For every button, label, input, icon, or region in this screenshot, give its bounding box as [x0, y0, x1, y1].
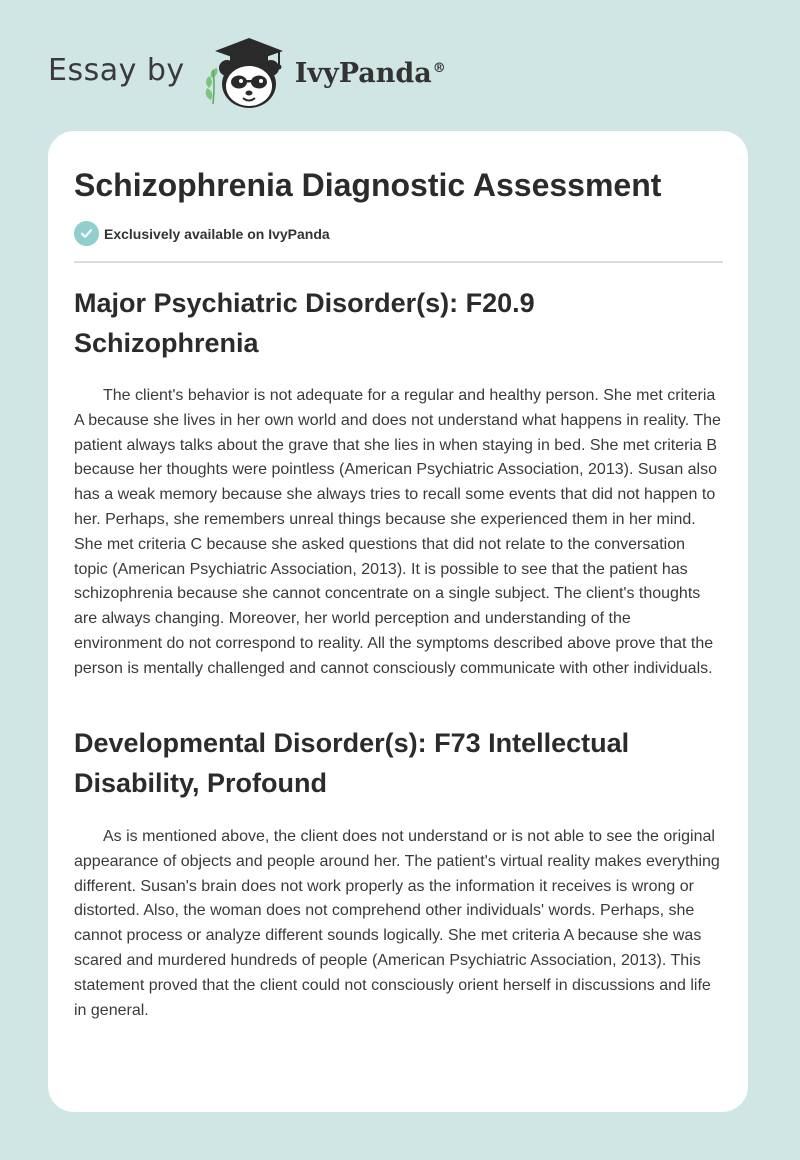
panda-logo-icon — [199, 34, 291, 110]
section-paragraph: As is mentioned above, the client does not understand or is not able to see the original appearance of objects and people around her. The patient's virtual reality makes everything different. Susan's brain does not work properly as the information it receives is wrong or distorted. Also, the woman does not comprehend other individuals' words. Perhaps, she cannot process or analyze different sounds logically. She met criteria A because she was scared and murdered hundreds of people (American Psychiatric Association, 2013). This statement proved that the client could not consciously orient herself in discussions and life in general. — [74, 828, 720, 1019]
ivypanda-wordmark — [295, 58, 446, 89]
section-paragraph: The client's behavior is not adequate for a regular and healthy person. She met criteria A because she lives in her own world and does not understand what happens in reality. The patient always talks about the grave that she lies in when staying in bed. She met criteria B because her thoughts were pointless (American Psychiatric Association, 2013). Susan also has a weak memory because she always tries to recall some events that did not happen to her. Perhaps, she remembers unreal things because she experienced them in her mind. She met criteria C because she asked questions that did not relate to the conversation topic (American Psychiatric Association, 2013). It is possible to see that the patient has schizophrenia because she cannot concentrate on a single subject. The client's thoughts are always changing. Moreover, her world perception and understanding of the environment do not correspond to reality. All the symptoms described above prove that the person is mentally challenged and cannot consciously communicate with other individuals. — [74, 387, 721, 677]
exclusive-badge — [74, 221, 330, 246]
section-heading: Developmental Disorder(s): F73 Intellectual Disability, Profound — [74, 728, 630, 798]
exclusive-text: Exclusively available on IvyPanda — [104, 225, 330, 242]
article-card — [48, 131, 748, 1112]
essay-by-label: Essay by — [48, 52, 185, 88]
registered-mark: ® — [432, 60, 446, 76]
page-title: Schizophrenia Diagnostic Assessment — [74, 167, 662, 203]
brand-name: IvyPanda — [294, 57, 432, 89]
brand-header[interactable] — [48, 34, 446, 110]
divider — [74, 261, 723, 263]
check-circle-icon — [74, 221, 99, 246]
section-heading: Major Psychiatric Disorder(s): F20.9 Schizophrenia — [74, 288, 535, 358]
